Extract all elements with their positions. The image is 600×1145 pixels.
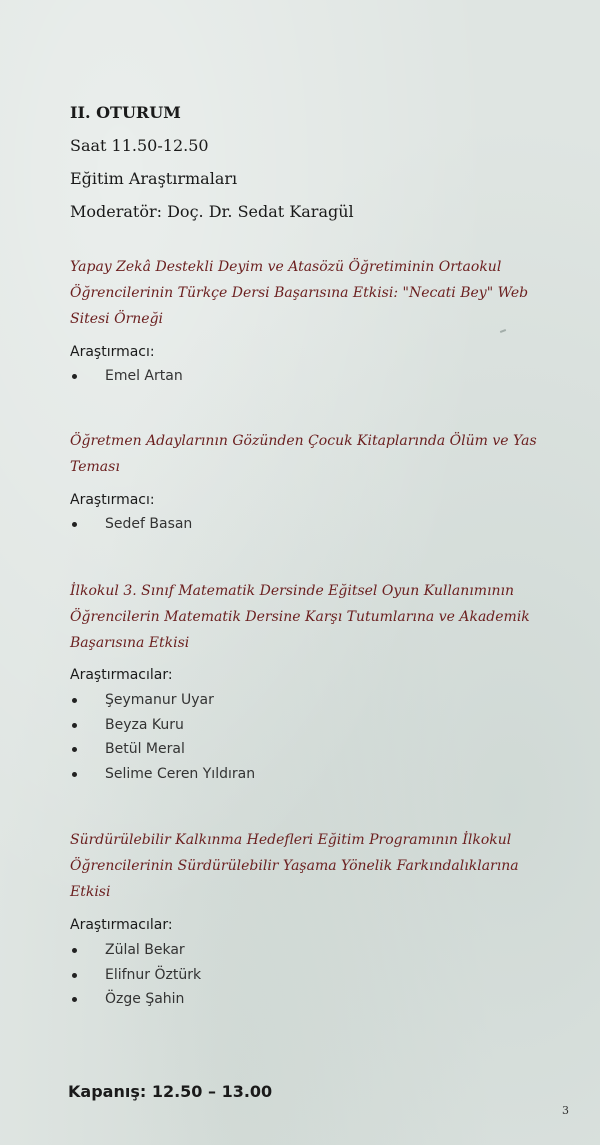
- researcher-item: [70, 737, 255, 762]
- researcher-name: Beyza Kuru: [105, 716, 184, 733]
- bullet-icon: [72, 522, 77, 527]
- researcher-item: [70, 987, 201, 1012]
- bullet-icon: [72, 948, 77, 953]
- researcher-name: Özge Şahin: [105, 991, 185, 1008]
- paper-title: Sürdürülebilir Kalkınma Hedefleri Eğitim Programının İlkokul Öğrencilerinin Sürdürülebilir Yaşama Yönelik Farkındalıklarına Etkisi: [70, 832, 519, 900]
- session-time: Saat 11.50-12.50: [70, 136, 209, 155]
- researcher-item: [70, 688, 255, 713]
- researcher-label: Araştırmacılar:: [70, 667, 173, 683]
- researcher-label: Araştırmacılar:: [70, 917, 173, 933]
- researcher-name: Selime Ceren Yıldıran: [105, 765, 256, 782]
- closing-time: Kapanış: 12.50 – 13.00: [68, 1082, 273, 1101]
- bullet-icon: [72, 997, 77, 1002]
- paper-title: Öğretmen Adaylarının Gözünden Çocuk Kitaplarında Ölüm ve Yas Teması: [70, 433, 537, 475]
- researcher-item: [70, 713, 255, 738]
- bullet-icon: [72, 698, 77, 703]
- researcher-list: [70, 688, 255, 786]
- researcher-name: Emel Artan: [105, 368, 183, 384]
- paper-title: Yapay Zekâ Destekli Deyim ve Atasözü Öğretiminin Ortaokul Öğrencilerinin Türkçe Dersi Başarısına Etkisi: "Necati Bey" Web Sitesi Örneği: [70, 259, 529, 327]
- bullet-icon: [72, 973, 77, 978]
- researcher-name: Betül Meral: [105, 741, 185, 758]
- session-theme: Eğitim Araştırmaları: [70, 169, 238, 188]
- bullet-icon: [72, 772, 77, 777]
- session-heading: II. OTURUM: [70, 103, 181, 122]
- researcher-item: [70, 512, 192, 537]
- researcher-name: Sedef Basan: [105, 516, 193, 532]
- researcher-list: [70, 512, 192, 537]
- researcher-list: [70, 938, 201, 1012]
- researcher-item: [70, 364, 183, 389]
- researcher-item: [70, 963, 201, 988]
- paper-title: İlkokul 3. Sınıf Matematik Dersinde Eğitsel Oyun Kullanımının Öğrencilerin Matematik Dersine Karşı Tutumlarına ve Akademik Başarısına Etkisi: [70, 583, 530, 651]
- researcher-list: [70, 364, 183, 389]
- researcher-item: [70, 938, 201, 963]
- bullet-icon: [72, 723, 77, 728]
- researcher-name: Şeymanur Uyar: [105, 692, 214, 708]
- researcher-label: Araştırmacı:: [70, 492, 155, 508]
- bullet-icon: [72, 374, 77, 379]
- page-number: 3: [562, 1104, 569, 1117]
- researcher-name: Elifnur Öztürk: [105, 966, 202, 983]
- researcher-label: Araştırmacı:: [70, 344, 155, 360]
- bullet-icon: [72, 747, 77, 752]
- session-moderator: Moderatör: Doç. Dr. Sedat Karagül: [70, 202, 354, 221]
- researcher-name: Zülal Bekar: [105, 942, 185, 958]
- researcher-item: [70, 762, 255, 787]
